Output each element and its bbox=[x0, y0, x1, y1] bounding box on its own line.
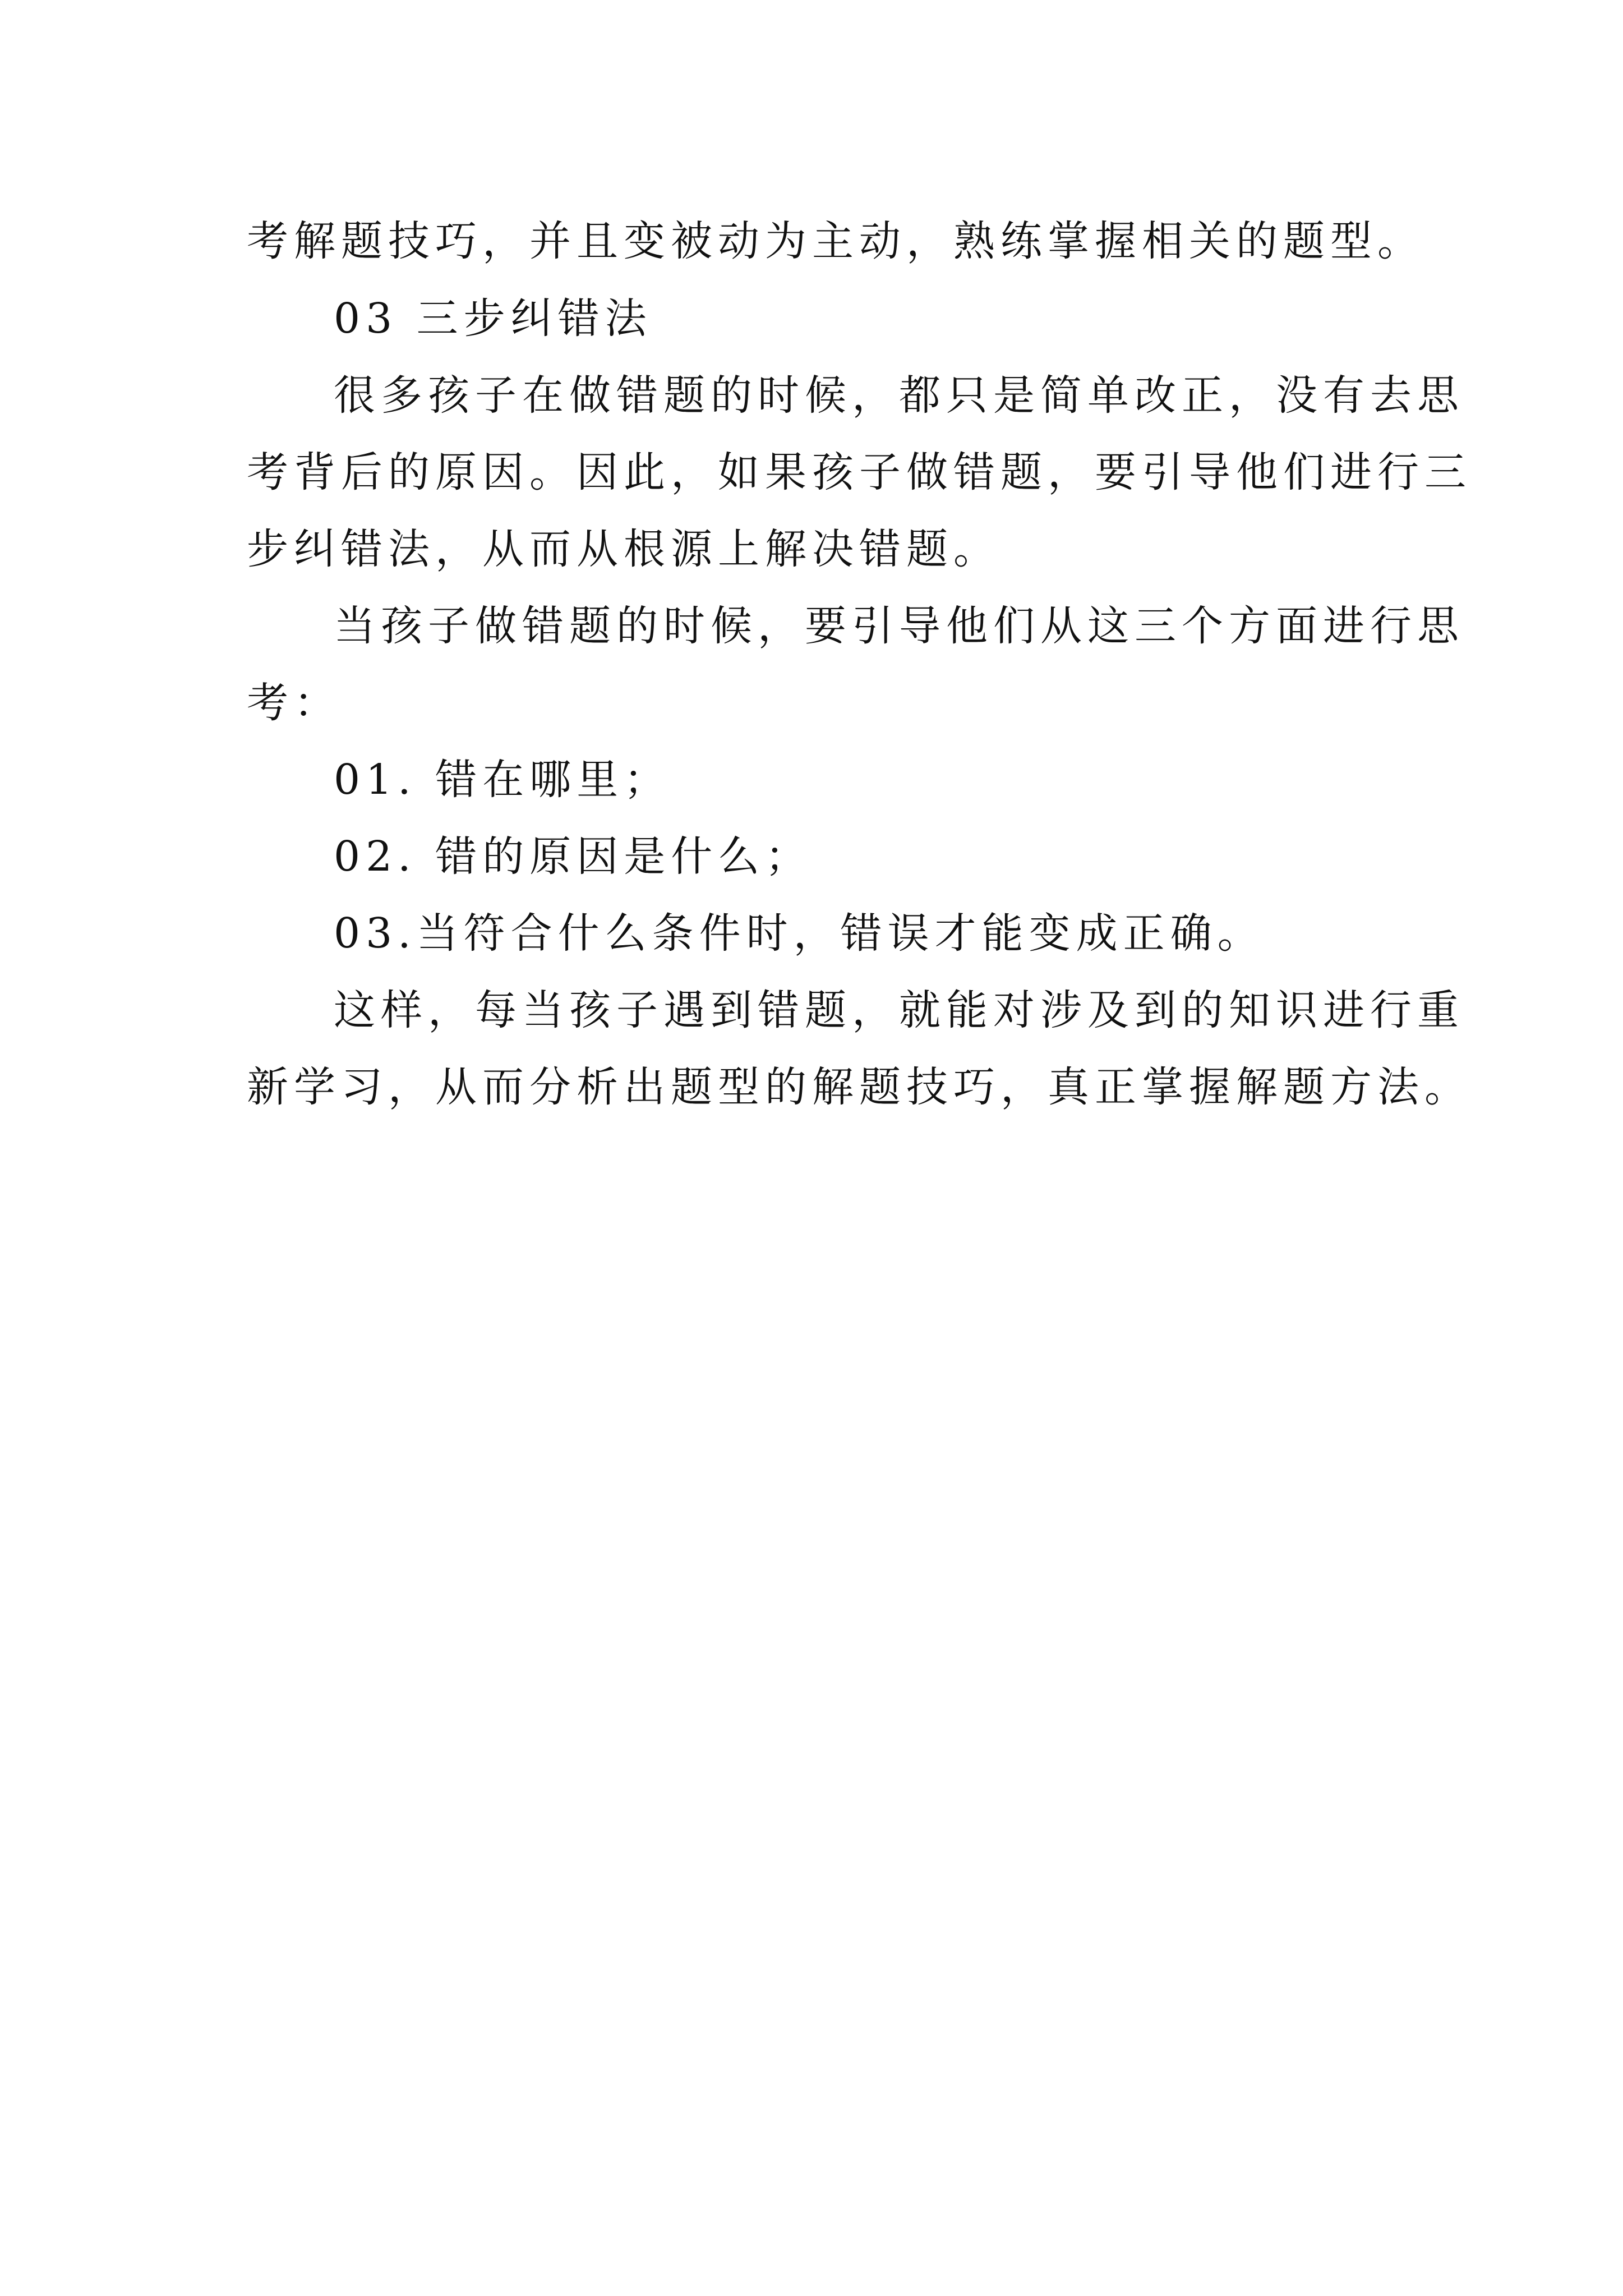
paragraph-line: 考： bbox=[247, 679, 341, 727]
paragraph-line: 很多孩子在做错题的时候，都只是简单改正，没有去思 bbox=[334, 371, 1464, 420]
paragraph-line: 当孩子做错题的时候，要引导他们从这三个方面进行思 bbox=[334, 602, 1464, 650]
paragraph-line: 这样，每当孩子遇到错题，就能对涉及到的知识进行重 bbox=[334, 986, 1464, 1034]
paragraph-line: 考背后的原因。因此，如果孩子做错题，要引导他们进行三 bbox=[247, 448, 1472, 496]
paragraph-continuation-line: 考解题技巧，并且变被动为主动，熟练掌握相关的题型。 bbox=[247, 217, 1424, 265]
list-item: 02. 错的原因是什么； bbox=[334, 832, 813, 881]
list-item: 01. 错在哪里； bbox=[334, 756, 671, 804]
list-item: 03.当符合什么条件时，错误才能变成正确。 bbox=[334, 909, 1265, 958]
paragraph-line: 新学习，从而分析出题型的解题技巧，真正掌握解题方法。 bbox=[247, 1063, 1472, 1111]
paragraph-line: 步纠错法，从而从根源上解决错题。 bbox=[247, 525, 1000, 573]
section-heading: 03 三步纠错法 bbox=[334, 295, 652, 343]
